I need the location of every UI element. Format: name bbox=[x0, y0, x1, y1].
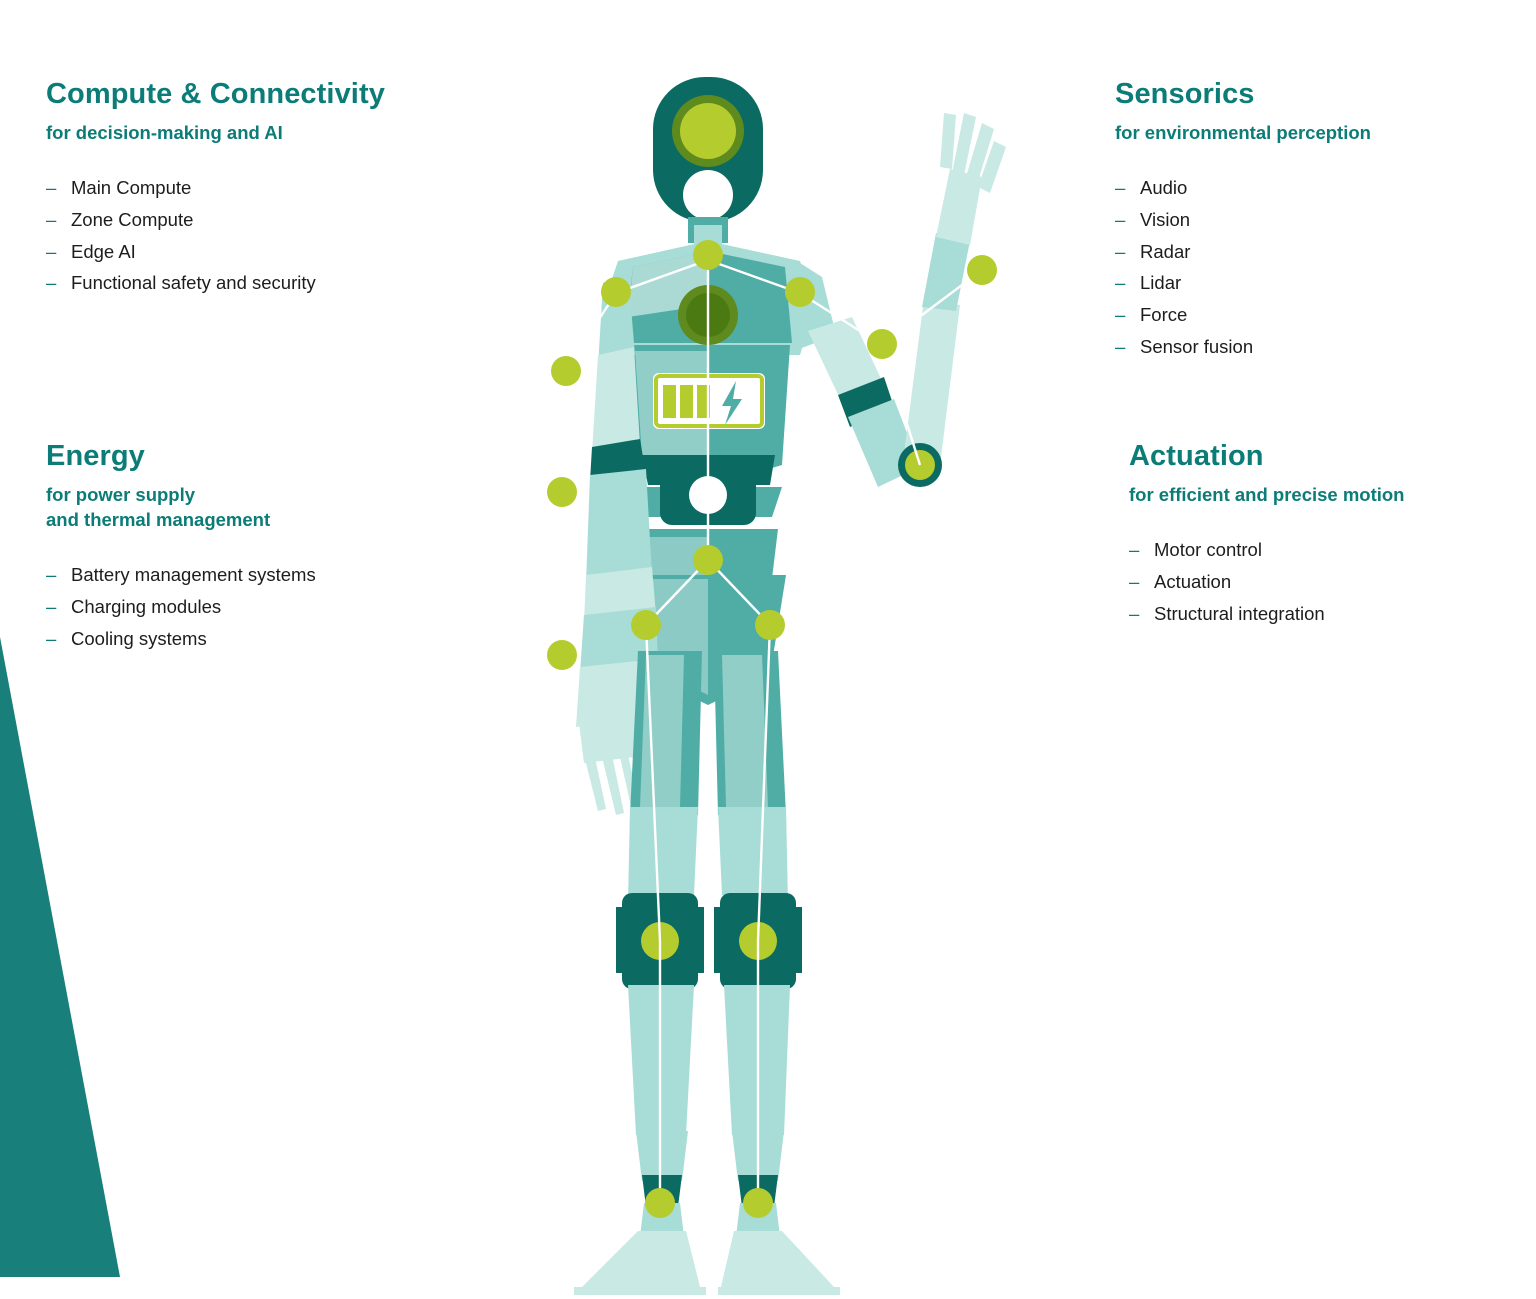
list-item-label: Lidar bbox=[1140, 272, 1182, 294]
head-port bbox=[683, 170, 733, 220]
bullet-dash-icon: – bbox=[1129, 538, 1140, 560]
robot-right-arm bbox=[794, 113, 1006, 487]
bullet-dash-icon: – bbox=[46, 208, 57, 230]
list-item-label: Battery management systems bbox=[71, 563, 316, 585]
bullet-dash-icon: – bbox=[1115, 272, 1126, 294]
node-neck bbox=[693, 240, 723, 270]
compute-subtitle: for decision-making and AI bbox=[46, 122, 283, 143]
list-item bbox=[46, 172, 466, 204]
actuation-list bbox=[1129, 534, 1529, 629]
decorative-corner-triangle bbox=[0, 637, 120, 1277]
list-item bbox=[46, 267, 466, 299]
list-item-label: Sensor fusion bbox=[1140, 336, 1254, 358]
section-energy bbox=[46, 440, 466, 654]
node-shoulder-left bbox=[601, 277, 631, 307]
bullet-dash-icon: – bbox=[46, 595, 57, 617]
list-item bbox=[1115, 331, 1515, 363]
sensorics-title: Sensorics bbox=[1115, 78, 1255, 110]
head-sensor-inner bbox=[680, 103, 736, 159]
list-item bbox=[46, 559, 466, 591]
bullet-dash-icon: – bbox=[46, 176, 57, 198]
list-item-label: Cooling systems bbox=[71, 627, 207, 649]
list-item bbox=[1115, 299, 1515, 331]
bullet-dash-icon: – bbox=[1115, 304, 1126, 326]
actuation-title: Actuation bbox=[1129, 440, 1264, 472]
section-sensorics bbox=[1115, 78, 1515, 363]
list-item bbox=[1115, 172, 1515, 204]
node-elbow-right bbox=[867, 329, 897, 359]
node-hand-left bbox=[547, 640, 577, 670]
list-item-label: Actuation bbox=[1154, 570, 1232, 592]
list-item bbox=[46, 623, 466, 655]
bullet-dash-icon: – bbox=[1115, 240, 1126, 262]
list-item bbox=[46, 236, 466, 268]
node-elbow-left bbox=[551, 356, 581, 386]
bullet-dash-icon: – bbox=[1129, 602, 1140, 624]
bullet-dash-icon: – bbox=[1115, 176, 1126, 198]
list-item-label: Functional safety and security bbox=[71, 272, 316, 294]
bullet-dash-icon: – bbox=[46, 563, 57, 585]
energy-title: Energy bbox=[46, 440, 145, 472]
humanoid-robot-figure bbox=[470, 55, 1010, 1295]
list-item-label: Audio bbox=[1140, 176, 1188, 198]
list-item bbox=[46, 591, 466, 623]
list-item-label: Radar bbox=[1140, 240, 1191, 262]
node-shoulder-right bbox=[785, 277, 815, 307]
sensorics-subtitle: for environmental perception bbox=[1115, 122, 1371, 143]
section-actuation bbox=[1129, 440, 1529, 629]
list-item-label: Structural integration bbox=[1154, 602, 1325, 624]
energy-subtitle-line2: and thermal management bbox=[46, 508, 271, 530]
energy-subtitle bbox=[46, 483, 466, 533]
list-item bbox=[46, 204, 466, 236]
list-item-label: Main Compute bbox=[71, 176, 192, 198]
section-compute-connectivity bbox=[46, 78, 466, 299]
bullet-dash-icon: – bbox=[1115, 336, 1126, 358]
list-item bbox=[1115, 267, 1515, 299]
bullet-dash-icon: – bbox=[46, 627, 57, 649]
actuation-subtitle: for efficient and precise motion bbox=[1129, 484, 1405, 505]
compute-title: Compute & Connectivity bbox=[46, 78, 385, 110]
bullet-dash-icon: – bbox=[46, 272, 57, 294]
list-item-label: Vision bbox=[1140, 208, 1191, 230]
list-item-label: Force bbox=[1140, 304, 1188, 326]
bullet-dash-icon: – bbox=[1129, 570, 1140, 592]
list-item bbox=[1129, 598, 1529, 630]
node-ankle-left bbox=[645, 1188, 675, 1218]
list-item-label: Zone Compute bbox=[71, 208, 194, 230]
list-item bbox=[1115, 236, 1515, 268]
node-hip-right bbox=[755, 610, 785, 640]
node-hip-left bbox=[631, 610, 661, 640]
node-ankle-right bbox=[743, 1188, 773, 1218]
robot-head bbox=[653, 77, 763, 247]
compute-list bbox=[46, 172, 466, 299]
sensorics-list bbox=[1115, 172, 1515, 363]
list-item-label: Edge AI bbox=[71, 240, 136, 262]
energy-list bbox=[46, 559, 466, 654]
bullet-dash-icon: – bbox=[46, 240, 57, 262]
node-pelvis bbox=[693, 545, 723, 575]
list-item bbox=[1129, 534, 1529, 566]
node-hand-right bbox=[967, 255, 997, 285]
list-item-label: Charging modules bbox=[71, 595, 222, 617]
list-item bbox=[1115, 204, 1515, 236]
list-item bbox=[1129, 566, 1529, 598]
list-item-label: Motor control bbox=[1154, 538, 1262, 560]
node-wrist-left bbox=[547, 477, 577, 507]
energy-subtitle-line1: for power supply bbox=[46, 484, 196, 505]
bullet-dash-icon: – bbox=[1115, 208, 1126, 230]
